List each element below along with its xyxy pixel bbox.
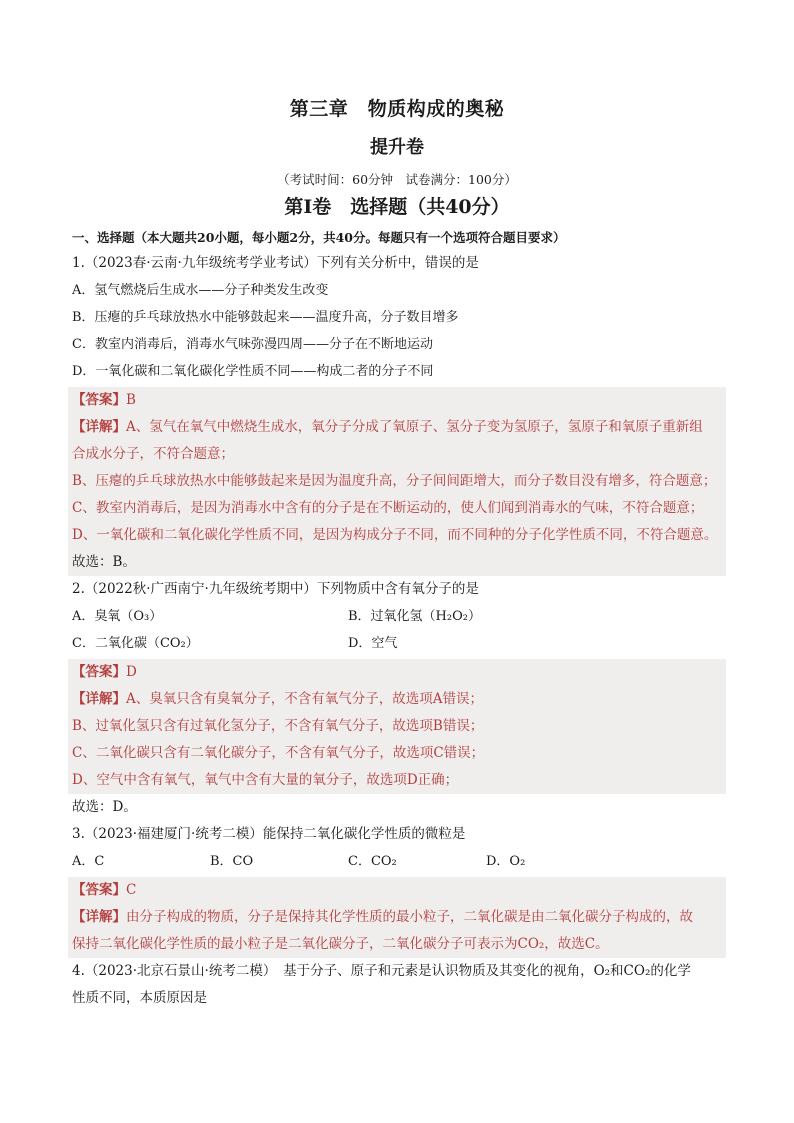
detail-line: C、二氧化碳只含有二氧化碳分子，不含有氧气分子，故选项C错误； [72,745,485,761]
question-3-option-a: A．C [72,854,105,869]
detail-line: 合成水分子，不符合题意； [72,446,234,462]
detail-line: B、过氧化氢只含有过氧化氢分子，不含有氧气分子，故选项B错误； [72,718,484,734]
question-3-answer-block [68,877,726,958]
detail-label: 【详解】 [72,419,126,435]
section-instructions: 一、选择题（本大题共20小题，每小题2分，共40分。每题只有一个选项符合题目要求） [72,230,566,245]
volume-title: 第Ⅰ卷 选择题（共40分） [284,196,510,218]
paper-subtitle: 提升卷 [370,137,424,158]
detail-line: D、空气中含有氧气，氧气中含有大量的氧分子，故选项D正确； [72,772,459,788]
chapter-title: 第三章 物质构成的奥秘 [289,98,505,120]
answer-value: C [126,882,137,898]
answer-line [72,387,722,414]
answer-label: 【答案】 [72,664,126,680]
question-1-option-b: B．压瘪的乒乓球放热水中能够鼓起来——温度升高，分子数目增多 [72,310,459,325]
question-2-option-c: C．二氧化碳（CO₂） [72,636,199,651]
detail-line: B、压瘪的乒乓球放热水中能够鼓起来是因为温度升高，分子间间距增大，而分子数目没有增多，符合题意； [72,473,717,489]
detail-line: 【详解】由分子构成的物质，分子是保持其化学性质的最小粒子，二氧化碳是由二氧化碳分子构成的，故 [72,909,693,925]
question-2-option-b: B．过氧化氢（H₂O₂） [348,609,481,624]
detail-line: 【详解】A、臭氧只含有臭氧分子，不含有氧气分子，故选项A错误； [72,691,483,707]
question-2-conclusion: 故选：D。 [72,799,137,815]
answer-value: D [126,664,137,680]
question-1-option-a: A．氢气燃烧后生成水——分子种类发生改变 [72,283,329,298]
question-1-stem: 1.（2023春·云南·九年级统考学业考试）下列有关分析中，错误的是 [72,255,479,271]
answer-line [72,659,722,686]
question-3-option-d: D．O₂ [486,854,526,869]
question-2-option-a: A．臭氧（O₃） [72,609,163,624]
answer-value: B [126,392,136,408]
question-3-option-b: B．CO [210,854,254,869]
detail-label: 【详解】 [72,691,126,707]
exam-meta: （考试时间：60分钟 试卷满分：100分） [277,172,517,187]
detail-line: 保持二氧化碳化学性质的最小粒子是二氧化碳分子，二氧化碳分子可表示为CO₂，故选C。 [72,936,609,952]
question-3-options-row [72,848,722,875]
answer-line [72,877,722,904]
question-4-stem-line-1: 4.（2023·北京石景山·统考二模） 基于分子、原子和元素是认识物质及其变化的视角，O₂和CO₂的化学 [72,963,691,979]
question-2-option-d: D．空气 [348,636,398,651]
detail-label: 【详解】 [72,909,126,925]
question-4-stem-line-2: 性质不同，本质原因是 [72,990,207,1006]
question-2-options-row-2 [72,630,722,657]
question-3-option-c: C．CO₂ [348,854,397,869]
question-2-options-row-1 [72,603,722,630]
question-1-option-d: D．一氧化碳和二氧化碳化学性质不同——构成二者的分子不同 [72,364,434,379]
conclusion-line: 故选：B。 [72,554,136,570]
detail-line: C、教室内消毒后，是因为消毒水中含有的分子是在不断运动的，使人们闻到消毒水的气味，不符合题意； [72,500,704,516]
question-1-option-c: C．教室内消毒后，消毒水气味弥漫四周——分子在不断地运动 [72,337,433,352]
question-2-answer-block [68,659,726,794]
question-3-stem: 3.（2023·福建厦门·统考二模）能保持二氧化碳化学性质的微粒是 [72,826,466,842]
question-1-answer-block [68,387,726,576]
detail-line: 【详解】A、氢气在氧气中燃烧生成水，氧分子分成了氧原子、氢分子变为氢原子，氢原子和氧原子重新组 [72,419,703,435]
answer-label: 【答案】 [72,882,126,898]
detail-line: D、一氧化碳和二氧化碳化学性质不同，是因为构成分子不同，而不同种的分子化学性质不同，不符合题意。 [72,527,718,543]
answer-label: 【答案】 [72,392,126,408]
question-2-stem: 2.（2022秋·广西南宁·九年级统考期中）下列物质中含有氧分子的是 [72,581,479,597]
